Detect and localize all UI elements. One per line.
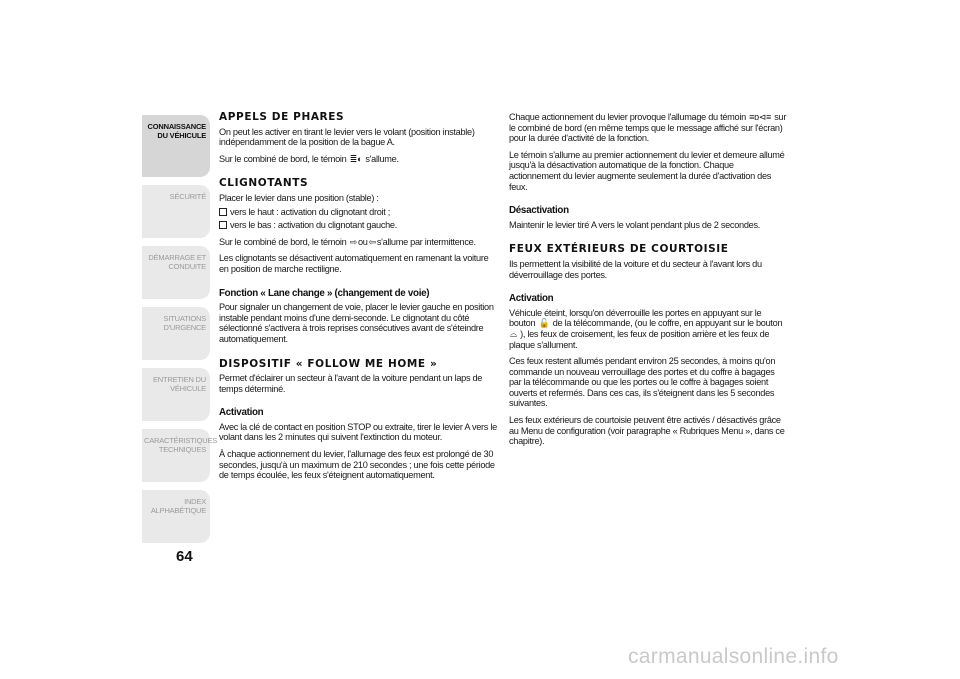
heading-desactivation: Désactivation — [509, 205, 569, 217]
tab-label: CARACTÉRISTIQUES — [144, 436, 218, 445]
tab-situations[interactable] — [142, 307, 210, 360]
heading-courtoisie: FEUX EXTÉRIEURS DE COURTOISIE — [509, 243, 729, 256]
tab-caracteristiques[interactable] — [142, 429, 218, 482]
tab-label: ENTRETIEN DU — [152, 375, 206, 384]
heading-lane-change: Fonction « Lane change » (changement de voie) — [219, 287, 430, 299]
tab-label: CONDUITE — [168, 262, 206, 271]
paragraph: Chaque actionnement du levier provoque l'allumage du témoin ≡ɒ⊲≡ sur le combiné de bord (en même temps que le message affiché sur l'écran) pour la durée d'activité de la fonction. — [509, 112, 787, 144]
paragraph: Les clignotants se désactivent automatiquement en ramenant la voiture en position de marche rectiligne. — [219, 253, 489, 274]
paragraph: Les feux extérieurs de courtoisie peuvent être activés / désactivés grâce au Menu de configuration (voir paragraphe « Rubriques Menu », dans ce chapitre). — [509, 415, 785, 447]
tab-label: SÉCURITÉ — [169, 192, 206, 201]
page-number: 64 — [176, 548, 193, 565]
tab-connaissance[interactable] — [142, 115, 210, 177]
follow-me-home-icon: ≡ɒ⊲≡ — [749, 112, 771, 122]
heading-activation: Activation — [509, 293, 554, 305]
chapter-tabs — [142, 115, 218, 551]
turn-right-icon: ⇨ — [349, 236, 357, 247]
tab-securite[interactable] — [142, 185, 210, 238]
tab-label: CONNAISSANCE — [147, 122, 206, 131]
left-column — [219, 112, 497, 487]
tab-label: DU VÉHICULE — [157, 131, 206, 140]
tab-label: VÉHICULE — [170, 384, 206, 393]
paragraph: Placer le levier dans une position (stable) : — [219, 192, 379, 203]
unlock-icon: 🔓 — [538, 318, 550, 329]
high-beam-icon: ≣◐ — [349, 153, 363, 164]
paragraph: Permet d'éclairer un secteur à l'avant de la voiture pendant un laps de temps déterminé. — [219, 373, 483, 394]
right-column — [509, 112, 787, 453]
list-item: vers le bas : activation du clignotant gauche. — [219, 220, 497, 231]
paragraph: Le témoin s'allume au premier actionnement du levier et demeure allumé jusqu'à la désactivation automatique de la fonction. Chaque actionnement du levier augmente seulement la durée d'activation des feux. — [509, 149, 785, 192]
bullet-icon — [219, 221, 227, 229]
tab-label: SITUATIONS — [163, 314, 206, 323]
paragraph: Sur le combiné de bord, le témoin ≣◐ s'allume. — [219, 153, 399, 164]
paragraph: Pour signaler un changement de voie, placer le levier gauche en position instable pendant moins d'une demi-seconde. Le clignotant du côté sélectionné s'activera à trois reprises consécutives avant de s'éteindre automatiquement. — [219, 302, 494, 344]
paragraph: Maintenir le levier tiré A vers le volant pendant plus de 2 secondes. — [509, 219, 760, 230]
trunk-icon: ⌓ — [510, 328, 517, 339]
paragraph: À chaque actionnement du levier, l'allumage des feux est prolongé de 30 secondes, jusqu'à un maximum de 210 secondes ; une fois cette période de temps écoulée, les feux s'éteignent automatiquement. — [219, 449, 495, 481]
tab-demarrage[interactable] — [142, 246, 210, 299]
heading-clignotants: CLIGNOTANTS — [219, 177, 309, 190]
watermark: carmanualsonline.info — [628, 645, 839, 668]
tab-label: TECHNIQUES — [158, 445, 206, 454]
tab-index[interactable] — [142, 490, 210, 543]
tab-entretien[interactable] — [142, 368, 210, 421]
tab-label: D'URGENCE — [163, 323, 206, 332]
bullet-icon — [219, 208, 227, 216]
paragraph: On peut les activer en tirant le levier vers le volant (position instable) indépendamment de la position de la bague A. — [219, 126, 475, 148]
heading-appels: APPELS DE PHARES — [219, 111, 345, 123]
turn-left-icon: ⇦ — [368, 236, 376, 247]
tab-label: ALPHABÉTIQUE — [150, 506, 206, 515]
paragraph: Véhicule éteint, lorsqu'on déverrouille les portes en appuyant sur le bouton 🔓 de la télécommande, (ou le coffre, en appuyant sur le bouton ⌓ ), les feux de croisement, les feux de position arrière et les feux de plaque s'allument. — [509, 307, 783, 350]
heading-activation: Activation — [219, 407, 264, 419]
paragraph: Sur le combiné de bord, le témoin ⇨ou⇦s'allume par intermittence. — [219, 236, 476, 247]
paragraph: Ils permettent la visibilité de la voiture et du secteur à l'avant lors du déverrouillage des portes. — [509, 258, 762, 280]
paragraph: Ces feux restent allumés pendant environ 25 secondes, à moins qu'on commande un nouveau verrouillage des portes et du coffre à bagages par la télécommande ou que les portes ou le coffre à bagages soient ouverts et refermés. Dans ces cas, ils s'éteignent dans les 5 secondes suivantes. — [509, 356, 776, 409]
tab-label: INDEX — [184, 497, 206, 506]
paragraph: Avec la clé de contact en position STOP ou extraite, tirer le levier A vers le volant dans les 2 minutes qui suivent l'extinction du moteur. — [219, 421, 497, 443]
list-item: vers le haut : activation du clignotant droit ; — [219, 207, 497, 218]
heading-follow-me-home: DISPOSITIF « FOLLOW ME HOME » — [219, 357, 438, 370]
tab-label: DÉMARRAGE ET — [148, 253, 206, 262]
